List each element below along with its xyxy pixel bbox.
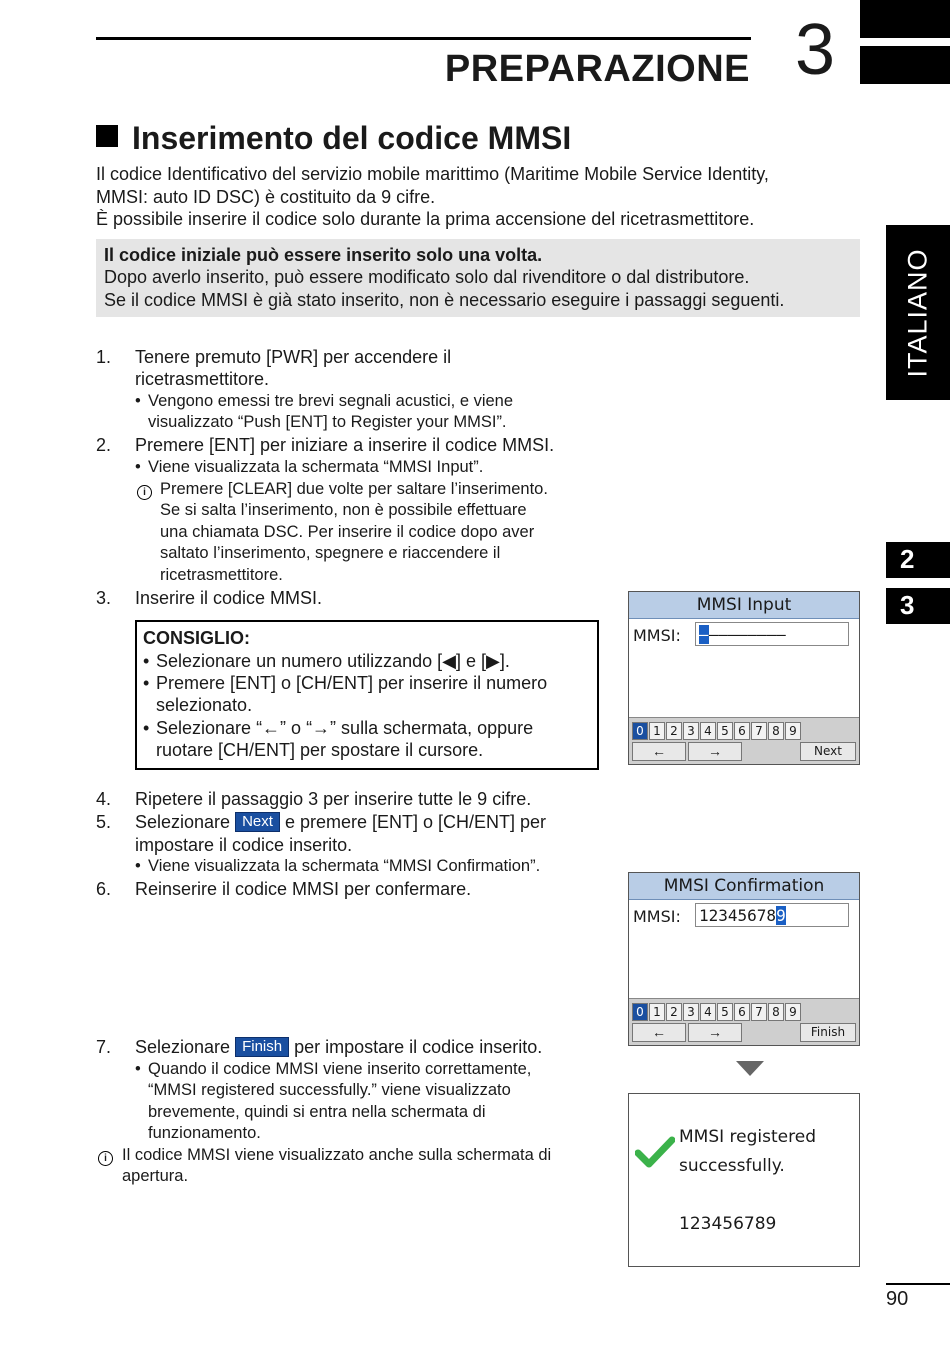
tip-text: Selezionare “←” o “→” sulla schermata, oppure xyxy=(156,718,534,738)
next-button[interactable]: Next xyxy=(800,742,856,761)
step-text: Reinserire il codice MMSI per confermare. xyxy=(135,879,472,899)
bullet-icon: • xyxy=(135,857,141,875)
digit-key[interactable]: 5 xyxy=(717,722,733,740)
tip-bullet-icon: • xyxy=(143,718,150,738)
info-icon xyxy=(98,1148,113,1166)
step-number: 2. xyxy=(96,435,112,455)
header-rule xyxy=(96,37,751,40)
bullet-text: brevemente, quindi si entra nella schermata di xyxy=(148,1103,486,1121)
chapter-tab-3 xyxy=(886,588,950,624)
step-text: Ripetere il passaggio 3 per inserire tutte le 9 cifre. xyxy=(135,789,532,809)
step-text: impostare il codice inserito. xyxy=(135,835,353,855)
step-text: Tenere premuto [PWR] per accendere il xyxy=(135,347,452,367)
bullet-text: funzionamento. xyxy=(148,1124,261,1142)
digit-key[interactable]: 0 xyxy=(632,722,648,740)
info-text: ricetrasmettitore. xyxy=(160,566,283,584)
tip-bullet-icon: • xyxy=(143,651,150,671)
screen-title: MMSI Confirmation xyxy=(629,873,859,900)
step-text: Inserire il codice MMSI. xyxy=(135,588,323,608)
intro-line: È possibile inserire il codice solo durante la prima accensione del ricetrasmettitore. xyxy=(96,209,755,229)
info-icon-glyph: i xyxy=(98,1151,113,1166)
note-line: Se il codice MMSI è già stato inserito, non è necessario eseguire i passaggi seguenti. xyxy=(104,290,785,310)
info-icon-glyph: i xyxy=(137,485,152,500)
screen-title: MMSI Input xyxy=(629,592,859,619)
chapter-tab-2 xyxy=(886,542,950,578)
digit-key[interactable]: 4 xyxy=(700,722,716,740)
step-text-part: e premere [ENT] o [CH/ENT] per xyxy=(284,812,547,832)
info-text: una chiamata DSC. Per inserire il codice dopo aver xyxy=(160,523,535,541)
digit-key[interactable]: 1 xyxy=(649,722,665,740)
header-bar xyxy=(860,46,950,84)
digit-key[interactable]: 6 xyxy=(734,1003,750,1021)
step-text: Premere [ENT] per iniziare a inserire il codice MMSI. xyxy=(135,435,555,455)
step-text xyxy=(135,811,546,834)
info-text: Il codice MMSI viene visualizzato anche sulla schermata di xyxy=(122,1146,552,1164)
digit-key[interactable]: 9 xyxy=(785,1003,801,1021)
note-box xyxy=(96,239,860,317)
digit-key[interactable]: 3 xyxy=(683,1003,699,1021)
digit-key[interactable]: 7 xyxy=(751,722,767,740)
tip-text: ruotare [CH/ENT] per spostare il cursore. xyxy=(156,740,484,760)
footer-rule xyxy=(886,1283,950,1285)
section-title xyxy=(96,120,571,157)
chapter-tab-label: 3 xyxy=(900,590,915,620)
digit-key[interactable]: 7 xyxy=(751,1003,767,1021)
digit-key[interactable]: 6 xyxy=(734,722,750,740)
mmsi-input-screen xyxy=(628,591,860,765)
language-label: ITALIANO xyxy=(902,247,933,378)
mmsi-value: –––––––– xyxy=(708,625,786,644)
step-number: 5. xyxy=(96,812,112,832)
keypad xyxy=(629,998,859,1045)
chapter-number: 3 xyxy=(795,10,836,90)
info-icon xyxy=(137,482,152,500)
bullet-text: visualizzato “Push [ENT] to Register your MMSI”. xyxy=(148,413,507,431)
intro-line: MMSI: auto ID DSC) è costituito da 9 cifre. xyxy=(96,187,436,207)
step-text-part: Selezionare xyxy=(135,1037,231,1057)
step-number: 1. xyxy=(96,347,112,367)
left-arrow-button[interactable]: ← xyxy=(632,742,686,761)
mmsi-success-screen xyxy=(628,1093,860,1267)
mmsi-input-field[interactable] xyxy=(695,622,849,646)
digit-key[interactable]: 5 xyxy=(717,1003,733,1021)
mmsi-label: MMSI: xyxy=(633,626,681,645)
info-text: Se si salta l’inserimento, non è possibile effettuare xyxy=(160,501,527,519)
next-button-graphic: Next xyxy=(235,812,280,832)
tip-text: Selezionare un numero utilizzando [◀] e [▶]. xyxy=(156,651,510,671)
right-arrow-button[interactable]: → xyxy=(688,1023,742,1042)
header-bar xyxy=(860,0,950,38)
tip-box xyxy=(135,620,599,770)
digit-key[interactable]: 8 xyxy=(768,722,784,740)
checkmark-icon xyxy=(635,1136,675,1168)
bullet-text: Viene visualizzata la schermata “MMSI Input”. xyxy=(148,458,484,476)
success-message-line: MMSI registered xyxy=(679,1127,816,1147)
digit-key[interactable]: 2 xyxy=(666,1003,682,1021)
digit-key[interactable]: 1 xyxy=(649,1003,665,1021)
mmsi-code: 123456789 xyxy=(679,1214,777,1234)
tip-text: Premere [ENT] o [CH/ENT] per inserire il numero xyxy=(156,673,548,693)
note-heading: Il codice iniziale può essere inserito solo una volta. xyxy=(104,245,543,265)
bullet-icon: • xyxy=(135,392,141,410)
step-number: 3. xyxy=(96,588,112,608)
keypad xyxy=(629,717,859,764)
digit-key[interactable]: 4 xyxy=(700,1003,716,1021)
step-text: ricetrasmettitore. xyxy=(135,369,270,389)
digit-key[interactable]: 2 xyxy=(666,722,682,740)
step-text xyxy=(135,1036,542,1059)
note-line: Dopo averlo inserito, può essere modificato solo dal rivenditore o dal distributore. xyxy=(104,267,750,287)
language-tab xyxy=(886,225,950,400)
bullet-text: “MMSI registered successfully.” viene visualizzato xyxy=(148,1081,511,1099)
tip-text: selezionato. xyxy=(156,695,253,715)
success-message-line: successfully. xyxy=(679,1156,785,1176)
bullet-text: Viene visualizzata la schermata “MMSI Confirmation”. xyxy=(148,857,541,875)
info-text: apertura. xyxy=(122,1167,189,1185)
info-text: saltato l’inserimento, spegnere e riaccendere il xyxy=(160,544,501,562)
section-title-text: Inserimento del codice MMSI xyxy=(132,120,572,156)
chapter-tab-label: 2 xyxy=(900,544,915,574)
bullet-text: Vengono emessi tre brevi segnali acustici, e viene xyxy=(148,392,514,410)
square-bullet-icon xyxy=(96,125,118,147)
digit-key[interactable]: 3 xyxy=(683,722,699,740)
step-number: 7. xyxy=(96,1037,112,1057)
bullet-icon: • xyxy=(135,1060,141,1078)
down-arrow-icon xyxy=(736,1061,764,1076)
digit-key[interactable]: 9 xyxy=(785,722,801,740)
step-text-part: per impostare il codice inserito. xyxy=(294,1037,543,1057)
digit-key[interactable]: 0 xyxy=(632,1003,648,1021)
right-arrow-button[interactable]: → xyxy=(688,742,742,761)
mmsi-label: MMSI: xyxy=(633,907,681,926)
tip-bullet-icon: • xyxy=(143,673,150,693)
mmsi-input-field[interactable] xyxy=(695,903,849,927)
info-text: Premere [CLEAR] due volte per saltare l’inserimento. xyxy=(160,480,548,498)
step-number: 4. xyxy=(96,789,112,809)
step-text-part: Selezionare xyxy=(135,812,231,832)
cursor: 9 xyxy=(776,906,786,925)
tip-title: CONSIGLIO: xyxy=(143,628,250,648)
digit-key[interactable]: 8 xyxy=(768,1003,784,1021)
cursor: – xyxy=(699,625,709,644)
mmsi-confirmation-screen xyxy=(628,872,860,1046)
finish-button[interactable]: Finish xyxy=(800,1023,856,1042)
finish-button-graphic: Finish xyxy=(235,1037,289,1057)
left-arrow-button[interactable]: ← xyxy=(632,1023,686,1042)
page-number: 90 xyxy=(886,1288,909,1310)
intro-line: Il codice Identificativo del servizio mobile marittimo (Maritime Mobile Service Identity, xyxy=(96,164,769,184)
chapter-title: PREPARAZIONE xyxy=(444,48,750,90)
bullet-icon: • xyxy=(135,458,141,476)
mmsi-value: 12345678 xyxy=(699,906,777,925)
step-number: 6. xyxy=(96,879,112,899)
bullet-text: Quando il codice MMSI viene inserito correttamente, xyxy=(148,1060,532,1078)
